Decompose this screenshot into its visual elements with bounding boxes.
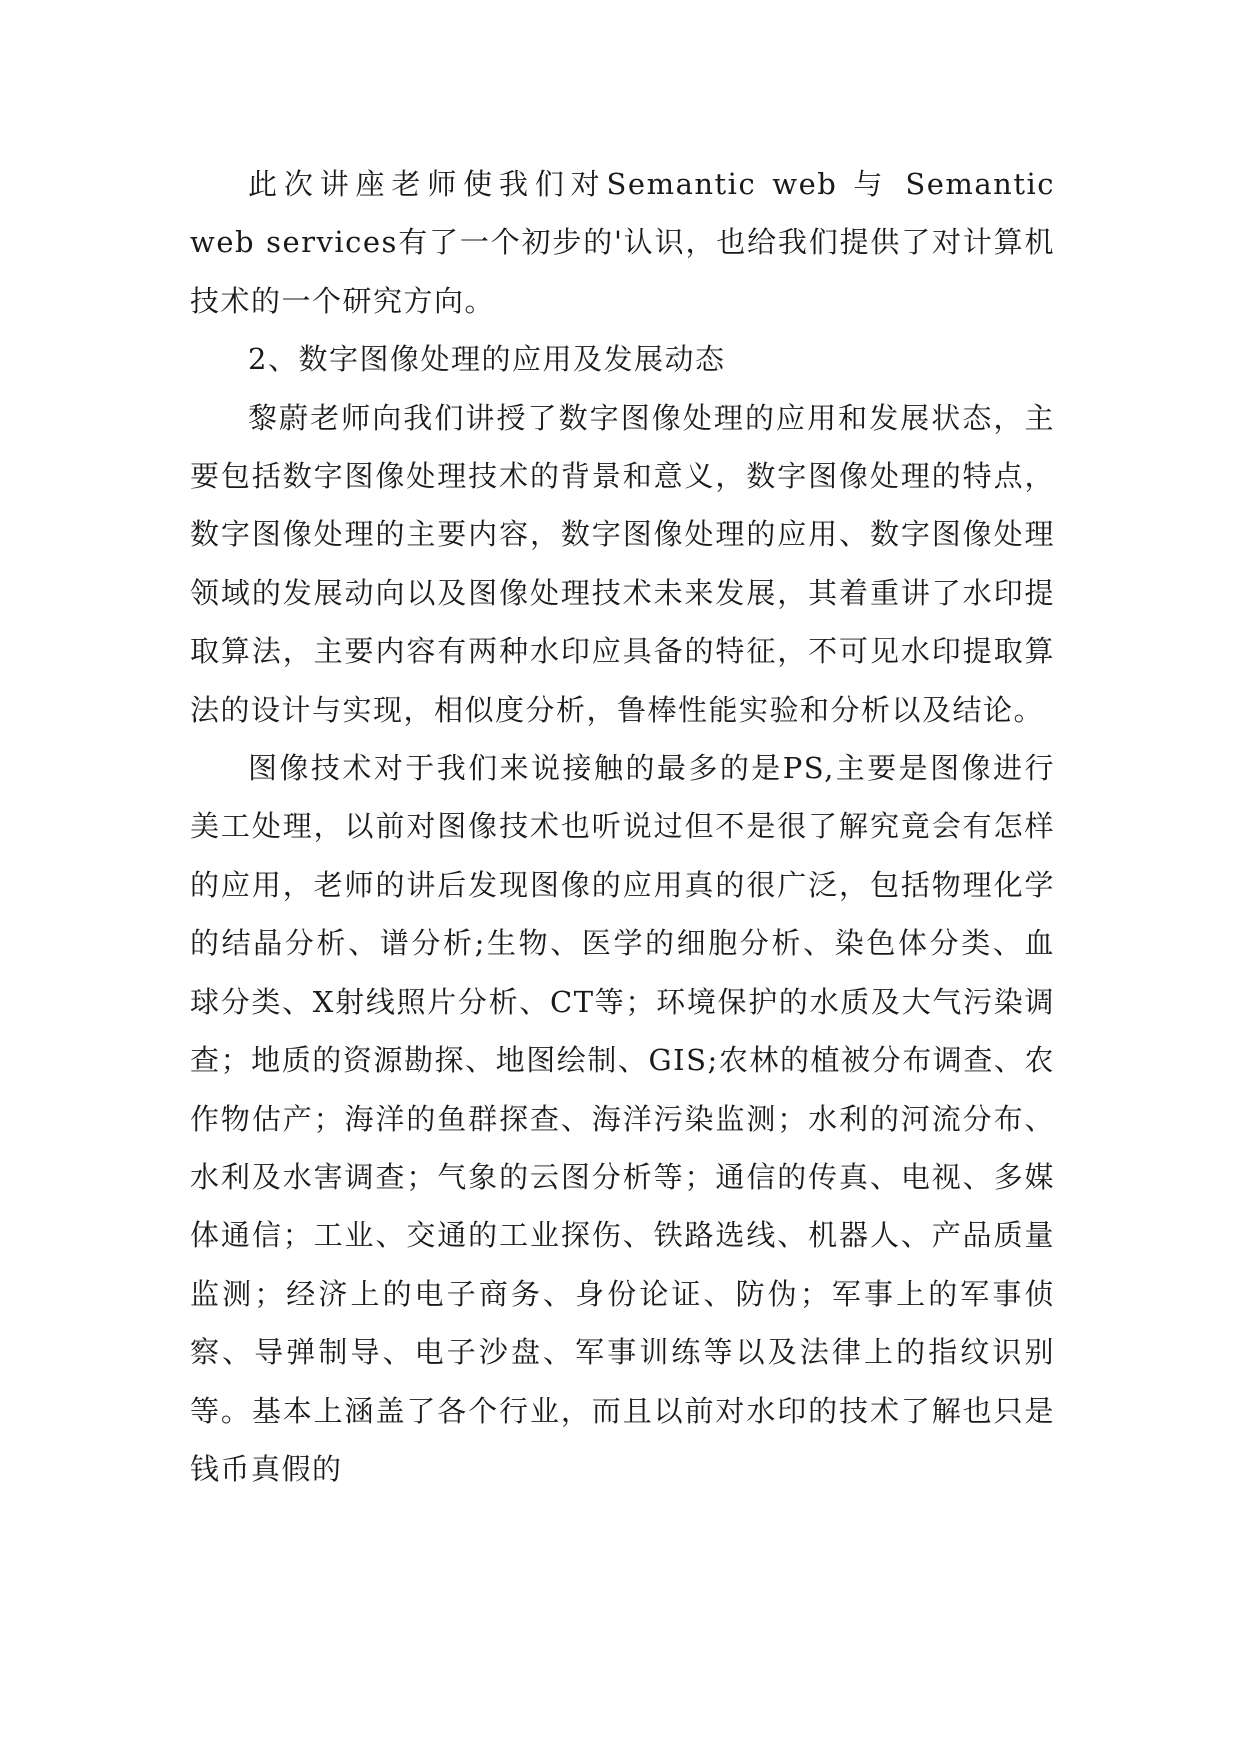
paragraph-semantic-web: 此次讲座老师使我们对Semantic web 与 Semantic web services有了一个初步的'认识，也给我们提供了对计算机技术的一个研究方向。 (190, 167, 1055, 318)
paragraph-image-applications: 图像技术对于我们来说接触的最多的是PS,主要是图像进行美工处理，以前对图像技术也听说过但不是很了解究竟会有怎样的应用，老师的讲后发现图像的应用真的很广泛，包括物理化学的结晶分析、谱分析;生物、医学的细胞分析、染色体分类、血球分类、X射线照片分析、CT等；环境保护的水质及大气污染调查；地质的资源勘探、地图绘制、GIS;农林的植被分布调查、农作物估产；海洋的鱼群探查、海洋污染监测；水利的河流分布、水利及水害调查；气象的云图分析等；通信的传真、电视、多媒体通信；工业、交通的工业探伤、铁路选线、机器人、产品质量监测；经济上的电子商务、身份论证、防伪；军事上的军事侦察、导弹制导、电子沙盘、军事训练等以及法律上的指纹识别等。基本上涵盖了各个行业，而且以前对水印的技术了解也只是钱币真假的 (190, 751, 1055, 1486)
body-text (190, 155, 1055, 1498)
paragraph-lecture-summary: 黎蔚老师向我们讲授了数字图像处理的应用和发展状态，主要包括数字图像处理技术的背景和意义，数字图像处理的特点，数字图像处理的主要内容，数字图像处理的应用、数字图像处理领域的发展动向以及图像处理技术未来发展，其着重讲了水印提取算法，主要内容有两种水印应具备的特征，不可见水印提取算法的设计与实现，相似度分析，鲁棒性能实验和分析以及结论。 (190, 400, 1055, 727)
section-heading-image-processing: 2、数字图像处理的应用及发展动态 (248, 342, 726, 377)
